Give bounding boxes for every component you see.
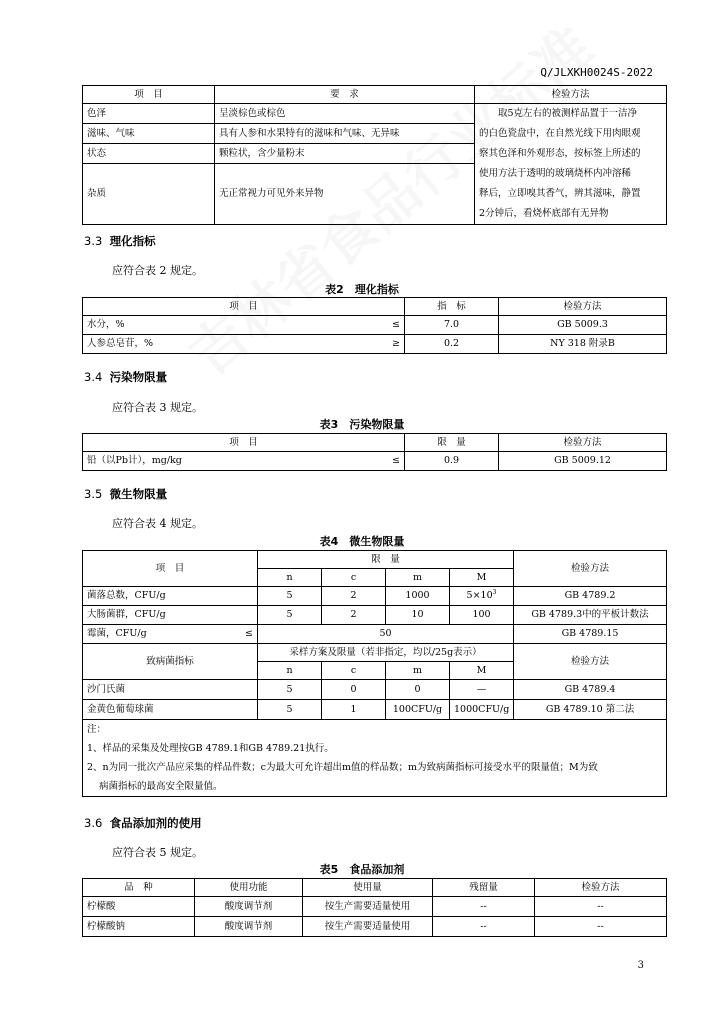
note-line: 注： [87,724,107,735]
row-state-req: 颗粒状，含少量粉末 [215,143,475,163]
section-number: 3.4 [84,370,103,384]
note-line: 2、n为同一批次产品应采集的样品件数；c为最大可允许超出m值的样品数；m为致病菌指标可接受水平的限量值；M为致 [87,762,598,773]
t5-row-method: -- [535,897,667,917]
M-value: 5×10 [466,590,493,602]
item-label: 铅（以Pb计），mg/kg [87,455,182,467]
row-color-item: 色泽 [83,104,215,124]
le-sign: ≤ [392,455,400,467]
t4-col-n: n [258,662,322,680]
method-line: 使用方法于透明的玻璃烧杯内冲溶稀 [479,168,632,179]
t5-row-function: 酸度调节剂 [195,897,303,917]
t2-header-item: 项 目 [83,298,405,316]
t4-col-M: M [450,569,514,587]
table2-caption: 表2 理化指标 [325,283,399,296]
t5-row-variety: 柠檬酸钠 [83,917,195,937]
t4-pathogen-header: 致病菌指标 [83,644,258,680]
section-3-5-text: 应符合表 4 规定。 [112,517,203,530]
t5-header-residue: 残留量 [433,879,535,897]
table4-microbial [82,550,667,797]
t5-row-method: -- [535,917,667,937]
t3-row-value: 0.9 [405,452,499,471]
document-code: Q/JLXKH0024S-2022 [540,66,653,79]
t3-row-item [83,452,405,471]
t4-mold-value: 50 [258,625,514,644]
t2-row-method: GB 5009.3 [499,316,667,335]
section-3-3-text: 应符合表 2 规定。 [112,264,203,277]
section-3-4-heading [84,369,167,385]
t4-pathogen-n: 5 [258,700,322,720]
t4-pathogen-m: 100CFU/g [386,700,450,720]
t4-row-c: 2 [322,606,386,625]
row-taste-item: 滋味、气味 [83,123,215,143]
sensory-method-cell [475,104,667,225]
section-3-4-text: 应符合表 3 规定。 [112,401,203,414]
section-3-6-text: 应符合表 5 规定。 [112,846,203,859]
t5-header-method: 检验方法 [535,879,667,897]
t4-col-m: m [386,569,450,587]
t4-mold-method: GB 4789.15 [514,625,667,644]
t4-pathogen-method: GB 4789.10 第二法 [514,700,667,720]
t4-header-item: 项 目 [83,551,258,587]
section-title: 食品添加剂的使用 [109,816,202,830]
method-line: 取5克左右的被测样品置于一洁净 [498,108,638,119]
section-number: 3.3 [84,234,103,248]
t4-pathogen-M: — [450,680,514,700]
section-number: 3.6 [84,816,103,830]
header-method: 检验方法 [475,86,667,104]
t2-row-value: 0.2 [405,335,499,354]
t2-row-method: NY 318 附录B [499,335,667,354]
t5-row-dosage: 按生产需要适量使用 [303,897,433,917]
sensory-table [82,85,667,225]
le-sign: ≤ [245,628,253,640]
header-requirement: 要 求 [215,86,475,104]
t4-row-item: 菌落总数，CFU/g [83,587,258,606]
t4-sampling-header: 采样方案及限量（若非指定，均以/25g表示） [258,644,514,662]
t4-row-m: 10 [386,606,450,625]
page-number: 3 [637,960,644,971]
t4-row-M [450,587,514,606]
t2-row-value: 7.0 [405,316,499,335]
t3-header-method: 检验方法 [499,434,667,452]
table4-caption: 表4 微生物限量 [319,535,405,548]
method-line: 2分钟后，看烧杯底部有无异物 [479,208,609,219]
table5-caption: 表5 食品添加剂 [319,863,405,876]
t4-pathogen-item: 金黄色葡萄球菌 [83,700,258,720]
header-item: 项 目 [83,86,215,104]
row-color-req: 呈淡棕色或棕色 [215,104,475,124]
section-3-5-heading [84,486,167,502]
t5-header-dosage: 使用量 [303,879,433,897]
method-line: 释后，立即嗅其香气，辨其滋味，静置 [479,188,641,199]
method-line: 的白色瓷盘中，在自然光线下用肉眼观 [479,128,641,139]
section-title: 微生物限量 [109,487,168,501]
note-line: 1、样品的采集及处理按GB 4789.1和GB 4789.21执行。 [87,743,334,754]
t5-header-function: 使用功能 [195,879,303,897]
section-number: 3.5 [84,487,103,501]
t2-row-item [83,335,405,354]
t4-pathogen-n: 5 [258,680,322,700]
t3-header-item: 项 目 [83,434,405,452]
section-title: 污染物限量 [109,370,168,384]
t4-row-method: GB 4789.2 [514,587,667,606]
t5-row-variety: 柠檬酸 [83,897,195,917]
t4-header-limit: 限 量 [258,551,514,569]
section-3-3-heading [84,233,156,249]
t4-pathogen-method-header: 检验方法 [514,644,667,680]
section-3-6-heading [84,815,202,831]
table3-contaminants [82,433,667,471]
item-label: 霉菌，CFU/g [87,628,147,640]
row-taste-req: 具有人参和水果特有的滋味和气味、无异味 [215,123,475,143]
t4-row-m: 1000 [386,587,450,606]
item-label: 水分，% [87,319,125,331]
t5-header-variety: 品 种 [83,879,195,897]
t4-mold-item [83,625,258,644]
t4-col-n: n [258,569,322,587]
t5-row-residue: -- [433,917,535,937]
t4-row-item: 大肠菌群，CFU/g [83,606,258,625]
t5-row-residue: -- [433,897,535,917]
t4-col-c: c [322,569,386,587]
t4-col-m: m [386,662,450,680]
t4-pathogen-c: 0 [322,680,386,700]
t3-row-method: GB 5009.12 [499,452,667,471]
t4-row-n: 5 [258,587,322,606]
table3-caption: 表3 污染物限量 [319,418,405,431]
t3-header-limit: 限 量 [405,434,499,452]
t2-header-index: 指 标 [405,298,499,316]
t4-pathogen-method: GB 4789.4 [514,680,667,700]
item-label: 人参总皂苷，% [87,338,154,350]
t4-header-method: 检验方法 [514,551,667,587]
t4-pathogen-c: 1 [322,700,386,720]
t5-row-dosage: 按生产需要适量使用 [303,917,433,937]
t4-col-M: M [450,662,514,680]
table5-additives [82,878,667,937]
t4-pathogen-M: 1000CFU/g [450,700,514,720]
t2-header-method: 检验方法 [499,298,667,316]
note-line: 病菌指标的最高安全限量值。 [99,781,223,792]
row-state-item: 状态 [83,143,215,163]
M-exponent: 3 [492,589,497,597]
section-title: 理化指标 [109,234,156,248]
t4-row-n: 5 [258,606,322,625]
t2-row-item [83,316,405,335]
table2-physicochemical [82,297,667,354]
t4-row-M: 100 [450,606,514,625]
row-impurity-item: 杂质 [83,163,215,224]
method-line: 察其色泽和外观形态，按标签上所述的 [479,148,641,159]
t4-pathogen-item: 沙门氏菌 [83,680,258,700]
ge-sign: ≥ [392,338,400,350]
t4-col-c: c [322,662,386,680]
row-impurity-req: 无正常视力可见外来异物 [215,163,475,224]
t4-notes [83,720,667,797]
t4-row-c: 2 [322,587,386,606]
t5-row-function: 酸度调节剂 [195,917,303,937]
t4-pathogen-m: 0 [386,680,450,700]
le-sign: ≤ [392,319,400,331]
t4-row-method: GB 4789.3中的平板计数法 [514,606,667,625]
